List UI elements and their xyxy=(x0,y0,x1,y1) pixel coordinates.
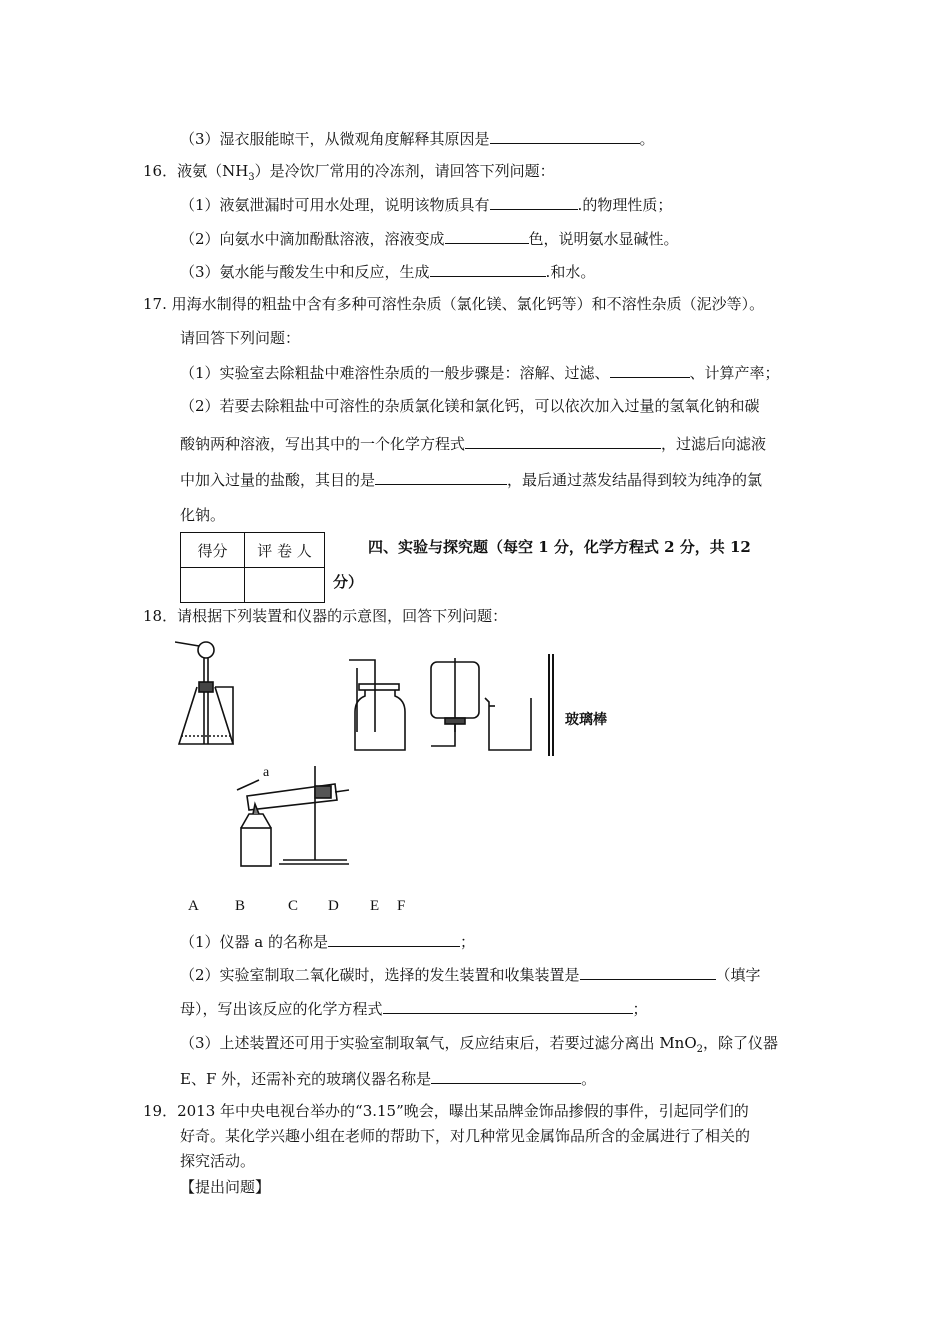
grader-header: 评 卷 人 xyxy=(245,533,325,568)
q17-part2-line3-end: ，最后通过蒸发结晶得到较为纯净的氯 xyxy=(507,471,763,489)
option-label-a: A xyxy=(188,898,199,914)
option-label-d: D xyxy=(328,898,339,914)
q17-part2-line2-text: 酸钠两种溶液，写出其中的一个化学方程式 xyxy=(180,435,466,453)
glass-rod-label: 玻璃棒 xyxy=(565,711,607,727)
q18-part1 xyxy=(180,931,475,952)
q18-part1-text: （1）仪器 a 的名称是 xyxy=(180,933,329,951)
q18-part2 xyxy=(180,964,761,985)
answer-blank[interactable] xyxy=(375,469,507,485)
q18-part3-text: （3）上述装置还可用于实验室制取氧气，反应结束后，若要过滤分离出 MnO xyxy=(180,1034,697,1052)
q17-part2-line4: 化钠。 xyxy=(180,506,226,524)
q17-stem: 17. 用海水制得的粗盐中含有多种可溶性杂质（氯化镁、氯化钙等）和不溶性杂质（泥沙等）。 xyxy=(143,295,765,313)
answer-blank[interactable] xyxy=(490,194,578,210)
q18-part3-line2-end: 。 xyxy=(581,1070,597,1088)
q19-line2: 好奇。某化学兴趣小组在老师的帮助下，对几种常见金属饰品所含的金属进行了相关的 xyxy=(180,1127,751,1145)
inverted-bottle-icon xyxy=(431,658,479,746)
q16-part1 xyxy=(180,194,672,215)
q17-part1 xyxy=(180,362,780,383)
q18-part2-line2-text: 母），写出该反应的化学方程式 xyxy=(180,1000,383,1018)
q17-part1-end: 、计算产率； xyxy=(689,364,780,382)
q16-stem-b: ）是冷饮厂常用的冷冻剂，请回答下列问题： xyxy=(254,162,555,180)
q16-part2-text: （2）向氨水中滴加酚酞溶液，溶液变成 xyxy=(180,230,445,248)
q19-line3: 探究活动。 xyxy=(180,1152,256,1170)
q16-subscript: 3 xyxy=(248,172,255,183)
q18-part3-end: ，除了仪器 xyxy=(703,1034,779,1052)
answer-blank[interactable] xyxy=(328,931,460,947)
flask-with-funnel-icon xyxy=(175,642,233,744)
q15-part3-text: （3）湿衣服能晾干，从微观角度解释其原因是 xyxy=(180,130,490,148)
q17-part1-text: （1）实验室去除粗盐中难溶性杂质的一般步骤是：溶解、过滤、 xyxy=(180,364,610,382)
q16-part1-end: .的物理性质； xyxy=(577,196,673,214)
q18-stem: 18．请根据下列装置和仪器的示意图，回答下列问题： xyxy=(143,607,508,625)
option-label-e: E xyxy=(370,898,380,914)
option-label-c: C xyxy=(288,898,299,914)
q18-part3-line2-text: E、F 外，还需补充的玻璃仪器名称是 xyxy=(180,1070,432,1088)
answer-blank[interactable] xyxy=(580,964,716,980)
answer-blank[interactable] xyxy=(383,998,633,1014)
q18-subscript: 2 xyxy=(696,1044,704,1055)
label-a: a xyxy=(263,765,270,780)
q16-stem-a: 16．液氨（NH xyxy=(143,162,249,180)
answer-blank[interactable] xyxy=(445,228,529,244)
option-label-f: F xyxy=(397,898,406,914)
q18-part3 xyxy=(180,1033,778,1060)
option-label-b: B xyxy=(235,898,246,914)
score-header: 得分 xyxy=(181,533,245,568)
answer-blank[interactable] xyxy=(431,1068,581,1084)
answer-blank[interactable] xyxy=(610,362,690,378)
q17-part2-line3 xyxy=(180,469,762,490)
q19-line1: 19．2013 年中央电视台举办的“3.15”晚会，曝出某品牌金饰品掺假的事件，引起同学们的 xyxy=(143,1102,749,1120)
q16-part1-text: （1）液氨泄漏时可用水处理，说明该物质具有 xyxy=(180,196,490,214)
q16-part3-end: .和水。 xyxy=(545,263,596,281)
q16-stem xyxy=(143,161,555,188)
beaker-icon xyxy=(485,698,531,750)
gas-bottle-icon xyxy=(349,660,405,750)
q16-part2-end: 色，说明氨水显碱性。 xyxy=(528,230,679,248)
grader-cell[interactable] xyxy=(245,568,325,603)
q15-part3 xyxy=(180,128,655,149)
q17-prompt: 请回答下列问题： xyxy=(180,329,301,347)
section4-title: 四、实验与探究题（每空 1 分，化学方程式 2 分，共 12 xyxy=(368,538,751,556)
answer-blank[interactable] xyxy=(465,433,661,449)
glass-rod-icon xyxy=(549,654,553,756)
answer-blank[interactable] xyxy=(430,261,546,277)
q17-part2-line3-text: 中加入过量的盐酸，其目的是 xyxy=(180,471,376,489)
score-table xyxy=(180,532,325,603)
q18-part3-line2 xyxy=(180,1068,596,1089)
q18-part1-end: ； xyxy=(460,933,476,951)
q17-part2-line2-end: ，过滤后向滤液 xyxy=(661,435,767,453)
score-cell[interactable] xyxy=(181,568,245,603)
q16-part2 xyxy=(180,228,679,249)
q17-part2-line1: （2）若要去除粗盐中可溶性的杂质氯化镁和氯化钙，可以依次加入过量的氢氧化钠和碳 xyxy=(180,397,760,415)
q16-part3 xyxy=(180,261,595,282)
q16-part3-text: （3）氨水能与酸发生中和反应，生成 xyxy=(180,263,430,281)
q18-part2-line2 xyxy=(180,998,648,1019)
q18-part2-end: （填字 xyxy=(715,966,761,984)
q18-part2-line2-end: ； xyxy=(632,1000,648,1018)
q18-part2-text: （2）实验室制取二氧化碳时，选择的发生装置和收集装置是 xyxy=(180,966,580,984)
section4-title-cont: 分） xyxy=(333,573,364,591)
answer-blank[interactable] xyxy=(490,128,640,144)
q17-part2-line2 xyxy=(180,433,766,454)
heating-apparatus-icon xyxy=(237,766,349,866)
apparatus-diagram xyxy=(175,632,645,872)
q15-part3-end: 。 xyxy=(639,130,655,148)
q19-line4: 【提出问题】 xyxy=(180,1178,271,1196)
